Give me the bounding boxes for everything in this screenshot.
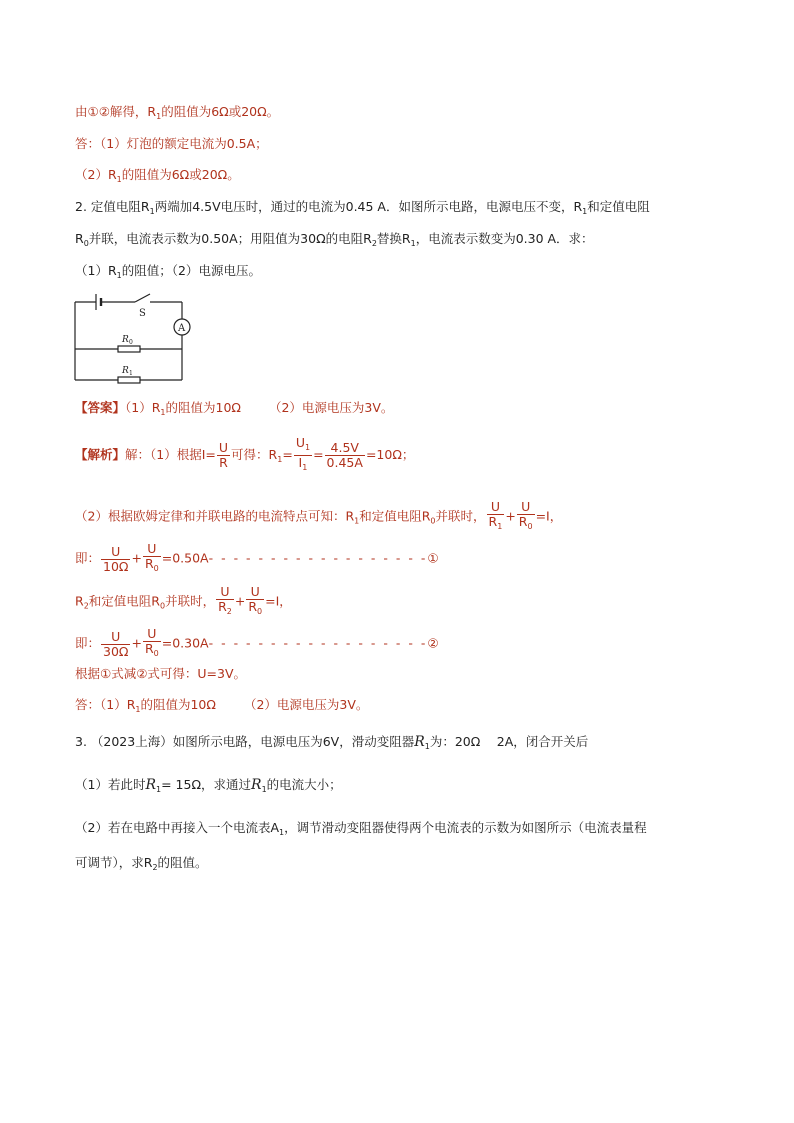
prev-answer-1: [75, 136, 268, 152]
analysis-line1: [75, 436, 414, 475]
q3-stem-line1: [75, 734, 588, 755]
text: 的阻值。: [157, 855, 208, 870]
text: R: [518, 514, 528, 529]
variable: R: [414, 734, 425, 750]
text: +: [234, 593, 246, 609]
subscript: 2: [371, 239, 377, 248]
text: 即：: [75, 635, 101, 651]
text: 的阻值为6Ω或20Ω。: [161, 104, 280, 119]
subscript: 1: [582, 207, 588, 216]
subscript: 1: [135, 705, 141, 714]
subscript: 1: [156, 785, 162, 794]
text: R: [144, 641, 154, 656]
fraction: [487, 500, 505, 534]
r0-label: R: [122, 335, 129, 345]
numerator: U: [147, 541, 157, 556]
subscript: 0: [83, 239, 89, 248]
subscript: 1: [156, 112, 162, 121]
subscript: 1: [497, 522, 503, 531]
subscript: 1: [149, 207, 155, 216]
fraction: [246, 585, 264, 619]
fraction: [216, 585, 234, 619]
text: =10Ω；: [365, 447, 415, 462]
denominator: [143, 556, 161, 576]
text: 并联，电流表示数为0.50A；用阻值为30Ω的电阻R: [88, 231, 372, 246]
text: 和定值电阻R: [359, 508, 431, 524]
analysis-line3: [75, 542, 439, 576]
text: =0.30A: [161, 635, 209, 651]
subscript: 2: [226, 607, 232, 616]
resistor-r1: [118, 377, 140, 383]
text: 3. （2023上海）如图所示电路，电源电压为6V，滑动变阻器: [75, 734, 415, 749]
text: （2）电源电压为3V。: [243, 697, 369, 712]
subscript: 2: [152, 863, 158, 872]
text: 替换R: [376, 231, 411, 246]
analysis-line5: [75, 627, 439, 661]
fraction: [325, 441, 365, 470]
text: R: [248, 599, 258, 614]
text: I: [298, 455, 303, 470]
text: =I，: [265, 593, 292, 609]
subscript: 0: [257, 607, 263, 616]
subscript: 0: [153, 564, 159, 573]
denominator: 0.45A: [326, 455, 363, 470]
q3-part1: [75, 777, 342, 798]
q2-stem-line1: [75, 199, 650, 220]
text: +: [131, 635, 142, 651]
denominator: [487, 514, 505, 534]
denominator: 30Ω: [103, 643, 129, 659]
subscript: 1: [424, 742, 430, 751]
text: =0.50A: [161, 550, 209, 566]
subscript: 2: [83, 601, 89, 611]
subscript: 0: [430, 516, 436, 526]
numerator: U: [490, 499, 500, 514]
text: 根据①式减②式可得：U=3V。: [75, 666, 247, 681]
text: 由①②解得，R: [75, 104, 157, 119]
numerator: U: [111, 543, 121, 559]
equation-marker: ②: [427, 635, 439, 651]
subscript: 1: [116, 271, 122, 280]
fraction: [294, 436, 312, 475]
denominator: [294, 455, 312, 475]
text: 并联时，: [435, 508, 486, 524]
subscript: 0: [153, 649, 159, 658]
text: （1）R: [75, 263, 117, 278]
dash-leader: - - - - - - - - - - - - - - - - - -: [208, 635, 428, 651]
text: R: [75, 593, 84, 609]
text: ，调节滑动变阻器使得两个电流表的示数为如图所示（电流表量程: [284, 820, 647, 835]
text: +: [505, 508, 516, 524]
numerator: U: [147, 626, 157, 641]
fraction: [517, 500, 535, 534]
text: 两端加4.5V电压时，通过的电流为0.45 A．如图所示电路，电源电压不变，R: [154, 199, 583, 214]
subscript: 1: [261, 785, 267, 794]
text: R: [144, 556, 154, 571]
r1-label-sub: 1: [129, 370, 133, 377]
equation-marker: ①: [427, 550, 439, 566]
analysis-line4: [75, 585, 292, 619]
switch-label: S: [139, 308, 146, 319]
q3-part2-line1: [75, 820, 647, 841]
text: 和定值电阻R: [88, 593, 160, 609]
text: 解：（1）根据I=: [125, 447, 216, 462]
denominator: [143, 641, 161, 661]
numerator: U: [218, 440, 229, 455]
denominator: [517, 514, 535, 534]
dash-leader: - - - - - - - - - - - - - - - - - -: [208, 550, 428, 566]
denominator: [216, 599, 234, 619]
answer-tag: 【答案】: [75, 400, 126, 415]
numerator: 4.5V: [330, 440, 359, 455]
r1-label: R: [122, 366, 129, 376]
fraction: [101, 630, 130, 659]
text: 的阻值为10Ω: [165, 400, 241, 415]
subscript: 1: [160, 408, 166, 417]
text: 并联时，: [165, 593, 216, 609]
text: 答：（1）R: [75, 697, 136, 712]
text: =I，: [535, 508, 563, 524]
text: 2. 定值电阻R: [75, 199, 150, 214]
text: （2）电源电压为3V。: [268, 400, 394, 415]
subscript: 1: [279, 828, 285, 837]
text: 的阻值为10Ω: [140, 697, 216, 712]
numerator: U: [521, 499, 531, 514]
switch-lever: [135, 294, 150, 302]
circuit-diagram: [70, 290, 195, 385]
text: ，求通过: [201, 777, 252, 792]
text: （2）若在电路中再接入一个电流表A: [75, 820, 280, 835]
text: =: [313, 447, 324, 462]
text: 的阻值；（2）电源电压。: [121, 263, 261, 278]
denominator: R: [217, 455, 230, 470]
denominator: 10Ω: [103, 558, 129, 574]
denominator: [246, 599, 264, 619]
ammeter-label: A: [178, 323, 186, 334]
subscript: 1: [354, 516, 360, 526]
subscript: 1: [277, 455, 283, 464]
subscript: 1: [302, 463, 308, 472]
fraction: [217, 441, 230, 470]
subscript: 0: [159, 601, 166, 611]
answer-line: [75, 400, 393, 421]
text: R: [75, 231, 84, 246]
text: +: [131, 550, 142, 566]
subscript: 0: [527, 522, 533, 531]
text: 答：（1）灯泡的额定电流为0.5A；: [75, 136, 268, 151]
text: 可调节），求R: [75, 855, 153, 870]
text: （2）R: [75, 167, 117, 182]
analysis-tag: 【解析】: [75, 447, 126, 462]
variable: R: [251, 777, 262, 793]
numerator: [294, 436, 312, 455]
text: =: [282, 447, 293, 462]
prev-solution-line: [75, 104, 279, 125]
text: （1）若此时: [75, 777, 146, 792]
text: 可得：R: [231, 447, 278, 462]
analysis-line6: [75, 666, 246, 682]
subscript: 1: [410, 239, 416, 248]
fraction: [101, 545, 130, 574]
text: 即：: [75, 550, 101, 566]
text: 为：20Ω 2A，闭合开关后: [429, 734, 589, 749]
subscript: 1: [304, 443, 311, 452]
variable: R: [145, 777, 156, 793]
r0-label-sub: 0: [129, 339, 133, 346]
text: 的阻值为6Ω或20Ω。: [121, 167, 240, 182]
text: （2）根据欧姆定律和并联电路的电流特点可知：R: [75, 508, 355, 524]
resistor-r0: [118, 346, 140, 352]
numerator: U: [250, 584, 260, 599]
text: ，电流表示数变为0.30 A．求：: [415, 231, 594, 246]
numerator: U: [220, 584, 230, 599]
text: （1）R: [125, 400, 161, 415]
analysis-line2: [75, 500, 562, 534]
text: 的电流大小；: [266, 777, 342, 792]
q2-stem-line2: [75, 231, 594, 252]
numerator: U: [111, 628, 121, 644]
prev-answer-2: [75, 167, 240, 188]
q2-stem-line3: [75, 263, 261, 284]
text: R: [218, 599, 227, 614]
analysis-line7: [75, 697, 368, 718]
fraction: [143, 542, 161, 576]
fraction: [143, 627, 161, 661]
text: 和定值电阻: [587, 199, 650, 214]
subscript: 1: [116, 175, 122, 184]
text: = 15Ω: [161, 777, 201, 792]
text: R: [488, 514, 498, 529]
q3-part2-line2: [75, 855, 208, 876]
text: U: [295, 435, 305, 450]
